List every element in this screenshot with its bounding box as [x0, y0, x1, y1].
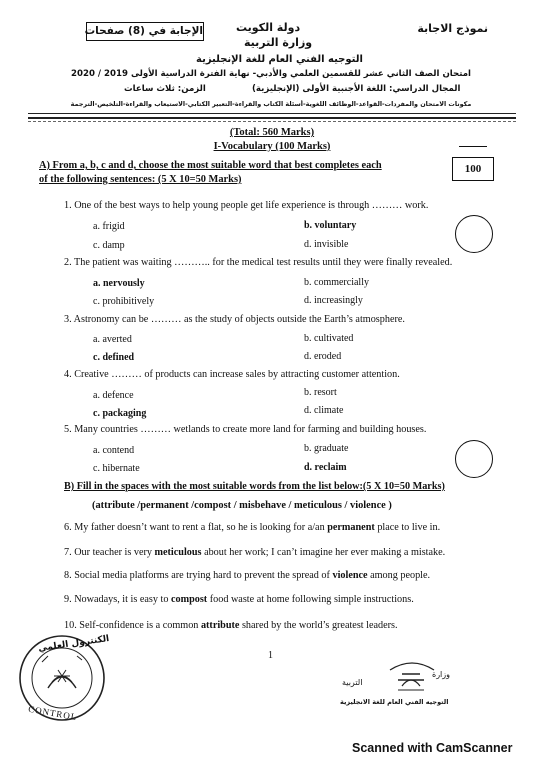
sentence-7-answer: meticulous [154, 547, 202, 558]
option-1c: c. damp [93, 240, 125, 251]
control-stamp [14, 632, 110, 724]
answer-circle-1 [455, 215, 493, 253]
question-4: 4. Creative ……… of products can increase sales by attracting customer attention. [64, 369, 400, 380]
field-label: المجال الدراسي: اللغة الأجنبية الأولى (الإنجليزية) [252, 84, 461, 94]
total-marks: (Total: 560 Marks) [229, 127, 315, 138]
sentence-7-text: 7. Our teacher is very [64, 547, 155, 558]
sentence-7-end: about her work; I can’t imagine her ever making a mistake. [201, 547, 446, 558]
sentence-10-answer: attribute [200, 620, 240, 631]
page-number: 1 [268, 650, 273, 661]
word-list: (attribute /permanent /compost / misbehave / meticulous / violence ) [92, 500, 392, 511]
sentence-8-text: 8. Social media platforms are trying hard to prevent the spread of [64, 570, 333, 581]
state-name: دولة الكويت [236, 21, 301, 34]
sentence-8-answer: violence [332, 570, 368, 581]
option-2a: a. nervously [93, 278, 145, 289]
option-1b: b. voluntary [304, 220, 357, 231]
sentence-6-end: place to live in. [374, 522, 441, 533]
question-1: 1. One of the best ways to help young people get life experience is through ……… work. [64, 200, 429, 211]
option-4b: b. resort [304, 387, 337, 398]
sentence-8 [64, 570, 430, 581]
option-4c: c. packaging [93, 408, 147, 419]
sentence-9-end: food waste at home following simple instructions. [207, 594, 414, 605]
question-5: 5. Many countries ……… wetlands to create more land for farming and building houses. [64, 424, 427, 435]
sentence-9 [64, 594, 414, 605]
exam-components: مكونات الامتحان والمفردات-القواعد-الوظائف اللغوية-أسئلة الكتاب والقراءة-التعبير الكتابي-الاستيعاب والقراءة-التلخيص-الترجمة [70, 100, 472, 108]
control-stamp-bottom: CONTROL [27, 703, 78, 723]
score-value: 100 [464, 163, 482, 175]
control-stamp-text: الكنترول العلمي [37, 634, 110, 654]
question-2: 2. The patient was waiting ……….. for the medical test results until they were finally revealed. [64, 257, 453, 268]
option-3d: d. eroded [304, 351, 342, 362]
time-label: الزمن: ثلاث ساعات [124, 84, 206, 94]
ministry-stamp-line2: التربية [342, 678, 363, 687]
option-1a: a. frigid [93, 221, 125, 232]
sentence-7 [64, 547, 445, 558]
option-5a: a. contend [93, 445, 135, 456]
part-a-instruction-line1: A) From a, b, c and d, choose the most suitable word that best completes each [39, 160, 382, 171]
question-3: 3. Astronomy can be ……… as the study of objects outside the Earth’s atmosphere. [64, 314, 405, 325]
option-1d: d. invisible [304, 239, 349, 250]
sentence-10-end: shared by the world’s greatest leaders. [239, 620, 398, 631]
sentence-8-end: among people. [367, 570, 431, 581]
ministry-emblem-icon [338, 656, 488, 696]
option-4a: a. defence [93, 390, 134, 401]
answer-circle-5 [455, 440, 493, 478]
sentence-10 [64, 620, 398, 631]
option-5c: c. hibernate [93, 463, 140, 474]
section-title: I-Vocabulary (100 Marks) [213, 141, 331, 152]
option-4d: d. climate [304, 405, 344, 416]
sentence-6-answer: permanent [327, 522, 375, 533]
ministry-stamp-line1: وزارة [432, 670, 451, 679]
option-2b: b. commercially [304, 277, 369, 288]
score-box [452, 157, 494, 181]
part-b-instruction: B) Fill in the spaces with the most suitable words from the list below:(5 X 10=50 Marks) [64, 481, 445, 492]
option-2c: c. prohibitively [93, 296, 155, 307]
ministry-name: وزارة التربية [244, 36, 313, 49]
directorate-title: التوجيه الفني العام للغة الإنجليزية [196, 54, 363, 65]
option-5b: b. graduate [304, 443, 349, 454]
camscanner-footer: Scanned with CamScanner [352, 741, 513, 755]
pages-box: الإجابة في (8) صفحات [86, 22, 204, 41]
option-3b: b. cultivated [304, 333, 354, 344]
sentence-6 [64, 522, 440, 533]
ministry-stamp [338, 656, 488, 712]
option-2d: d. increasingly [304, 295, 363, 306]
option-5d: d. reclaim [304, 462, 347, 473]
option-3c: c. defined [93, 352, 135, 363]
sentence-9-answer: compost [170, 594, 208, 605]
exam-title: امتحان الصف الثاني عشر للقسمين العلمي والأدبي- نهاية الفترة الدراسية الأولى 2019 / 2020 [71, 69, 471, 79]
sentence-6-text: 6. My father doesn’t want to rent a flat, so he is looking for a/an [64, 522, 328, 533]
sentence-10-text: 10. Self-confidence is a common [64, 620, 201, 631]
sentence-9-text: 9. Nowadays, it is easy to [64, 594, 171, 605]
option-3a: a. averted [93, 334, 132, 345]
ministry-stamp-line3: التوجيه الفني العام للغة الانجليزية [340, 698, 449, 706]
model-answer-label: نموذج الاجابة [417, 22, 488, 35]
part-a-instruction-line2: of the following sentences: (5 X 10=50 Marks) [39, 174, 242, 185]
